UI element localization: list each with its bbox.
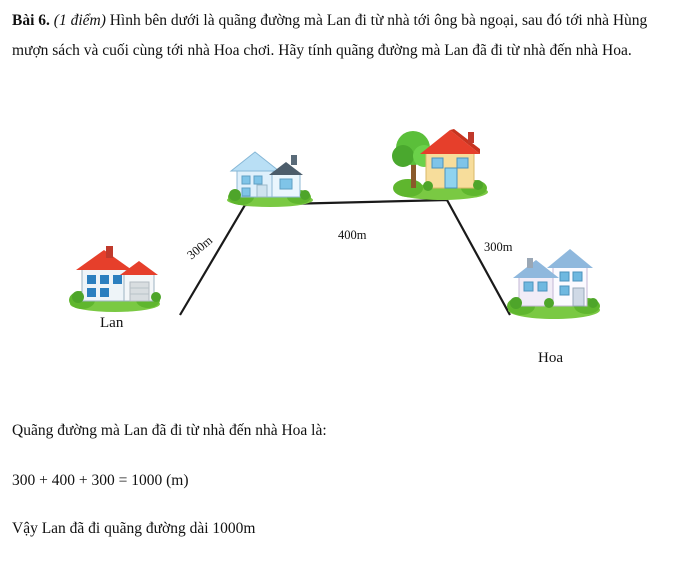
problem-body: Hình bên dưới là quãng đường mà Lan đi từ nhà tới ông bà ngoại, sau đó tới nhà Hùng mượn sách và cuối cùng tới nhà Hoa chơi. Hãy tính quãng đường mà Lan đã đi từ nhà đến nhà Hoa.	[12, 12, 648, 59]
hoa-house	[505, 240, 603, 320]
problem-statement	[12, 6, 684, 66]
problem-points: (1 điểm)	[53, 12, 106, 29]
grandparents-house	[225, 145, 315, 207]
solution-line-3: Vậy Lan đã đi quãng đường dài 1000m	[12, 520, 256, 537]
solution-line-2: 300 + 400 + 300 = 1000 (m)	[12, 472, 189, 489]
distance-label-segment-1: 300m	[184, 233, 216, 263]
hoa-house-label: Hoa	[538, 350, 563, 366]
route-figure	[0, 100, 699, 370]
distance-label-segment-3: 300m	[484, 240, 513, 254]
lan-house	[68, 240, 162, 312]
distance-label-segment-2: 400m	[338, 228, 367, 242]
solution-line-1: Quãng đường mà Lan đã đi từ nhà đến nhà Hoa là:	[12, 422, 327, 439]
lan-house-label: Lan	[100, 315, 124, 331]
route-polyline	[180, 200, 513, 315]
hung-house	[390, 118, 490, 200]
problem-number: Bài 6.	[12, 12, 50, 29]
